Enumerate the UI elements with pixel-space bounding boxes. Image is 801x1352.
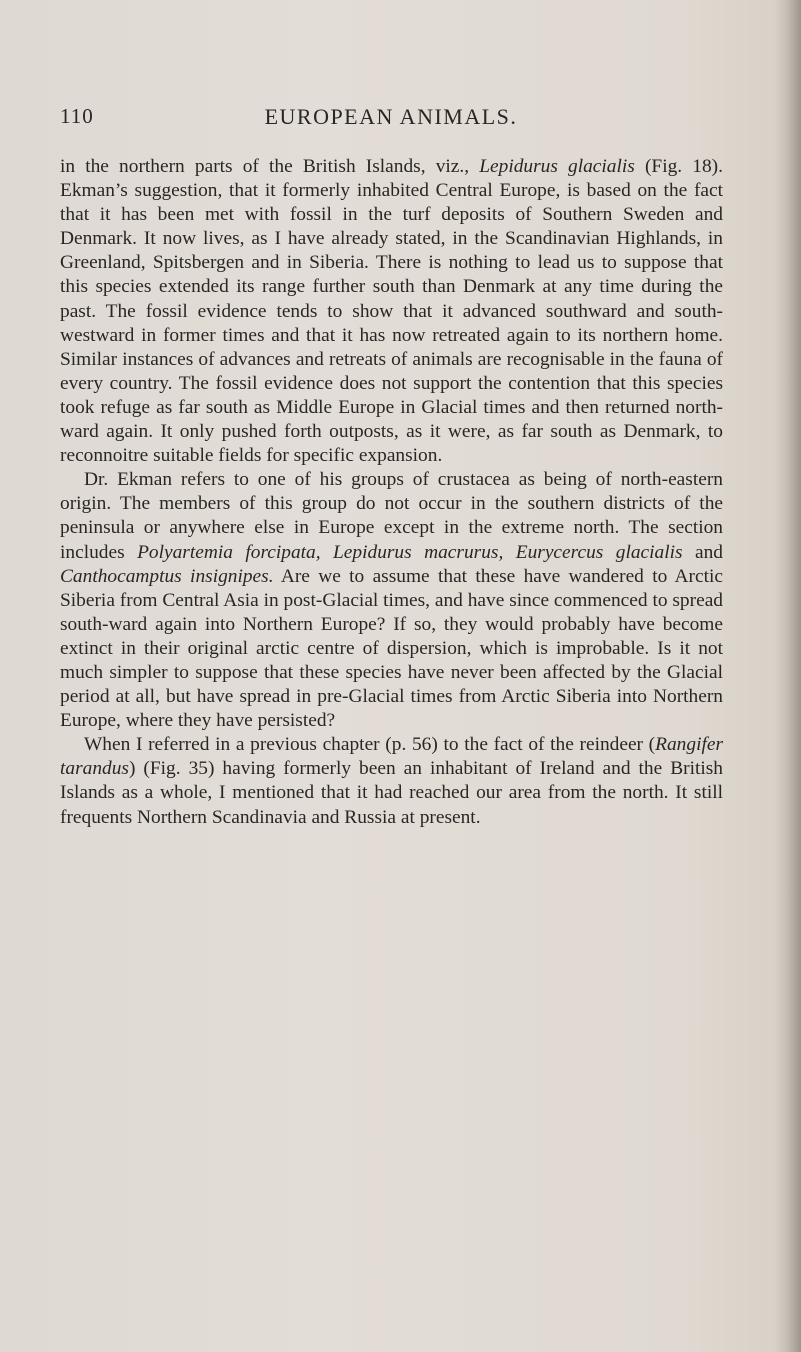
text-segment: in the northern parts of the British Islands, viz., xyxy=(60,156,480,177)
italic-species-name: Lepidurus glacialis xyxy=(479,156,635,177)
running-head: EUROPEAN ANIMALS. xyxy=(264,104,518,129)
page-edge-shadow xyxy=(775,0,801,1352)
body-text xyxy=(60,155,723,830)
text-segment: and xyxy=(682,541,723,563)
italic-species-name: Rangifer tarandus xyxy=(60,734,723,780)
text-segment: ) (Fig. 35) having formerly been an inhabitant of Ireland and the British Islands as a whole, I mentioned that it had reached our area from the north. It still frequents Northern Scandinavia and Russia at present. xyxy=(60,758,723,828)
text-segment: Dr. Ekman refers to one of his groups of crustacea as being of north-eastern origin. The members of this group do not occur in the southern districts of the peninsula or anywhere else in Europe except in the extreme north. The section includes xyxy=(60,469,723,563)
italic-species-name: Canthocamptus insignipes. xyxy=(60,565,274,587)
page-header xyxy=(60,104,722,138)
page-number: 110 xyxy=(60,104,94,128)
italic-species-list: Polyartemia forcipata, Lepidurus macrurus, Eurycercus glacialis xyxy=(137,541,683,563)
text-segment: When I referred in a previous chapter (p. 56) to the fact of the reindeer ( xyxy=(84,734,656,756)
paragraph-2 xyxy=(60,468,723,733)
text-segment: Are we to assume that these have wandered to Arctic Siberia from Central Asia in post-Glacial times, and have since commenced to spread south-ward again into Northern Europe? If so, they would probably have become extinct in their original arctic centre of dispersion, which is improbable. Is it not much simpler to suppose that these species have never been affected by the Glacial period at all, but have spread in pre-Glacial times from Arctic Siberia into Northern Europe, where they have persisted? xyxy=(60,565,723,732)
paragraph-3 xyxy=(60,733,723,829)
paragraph-1 xyxy=(60,155,723,468)
text-segment: (Fig. 18). Ekman’s suggestion, that it formerly inhabited Central Europe, is based on the fact that it has been met with fossil in the turf deposits of Southern Sweden and Denmark. It now lives, as I have already stated, in the Scandinavian Highlands, in Greenland, Spitsbergen and in Siberia. There is nothing to lead us to suppose that this species extended its range further south than Denmark at any time during the past. The fossil evidence tends to show that it advanced southward and south-westward in former times and that it has now retreated again to its northern home. Similar instances of advances and retreats of animals are recognisable in the fauna of every country. The fossil evidence does not support the contention that this species took refuge as far south as Middle Europe in Glacial times and then returned north-ward again. It only pushed forth outposts, as it were, as far south as Denmark, to reconnoitre suitable fields for specific expansion. xyxy=(60,156,723,467)
